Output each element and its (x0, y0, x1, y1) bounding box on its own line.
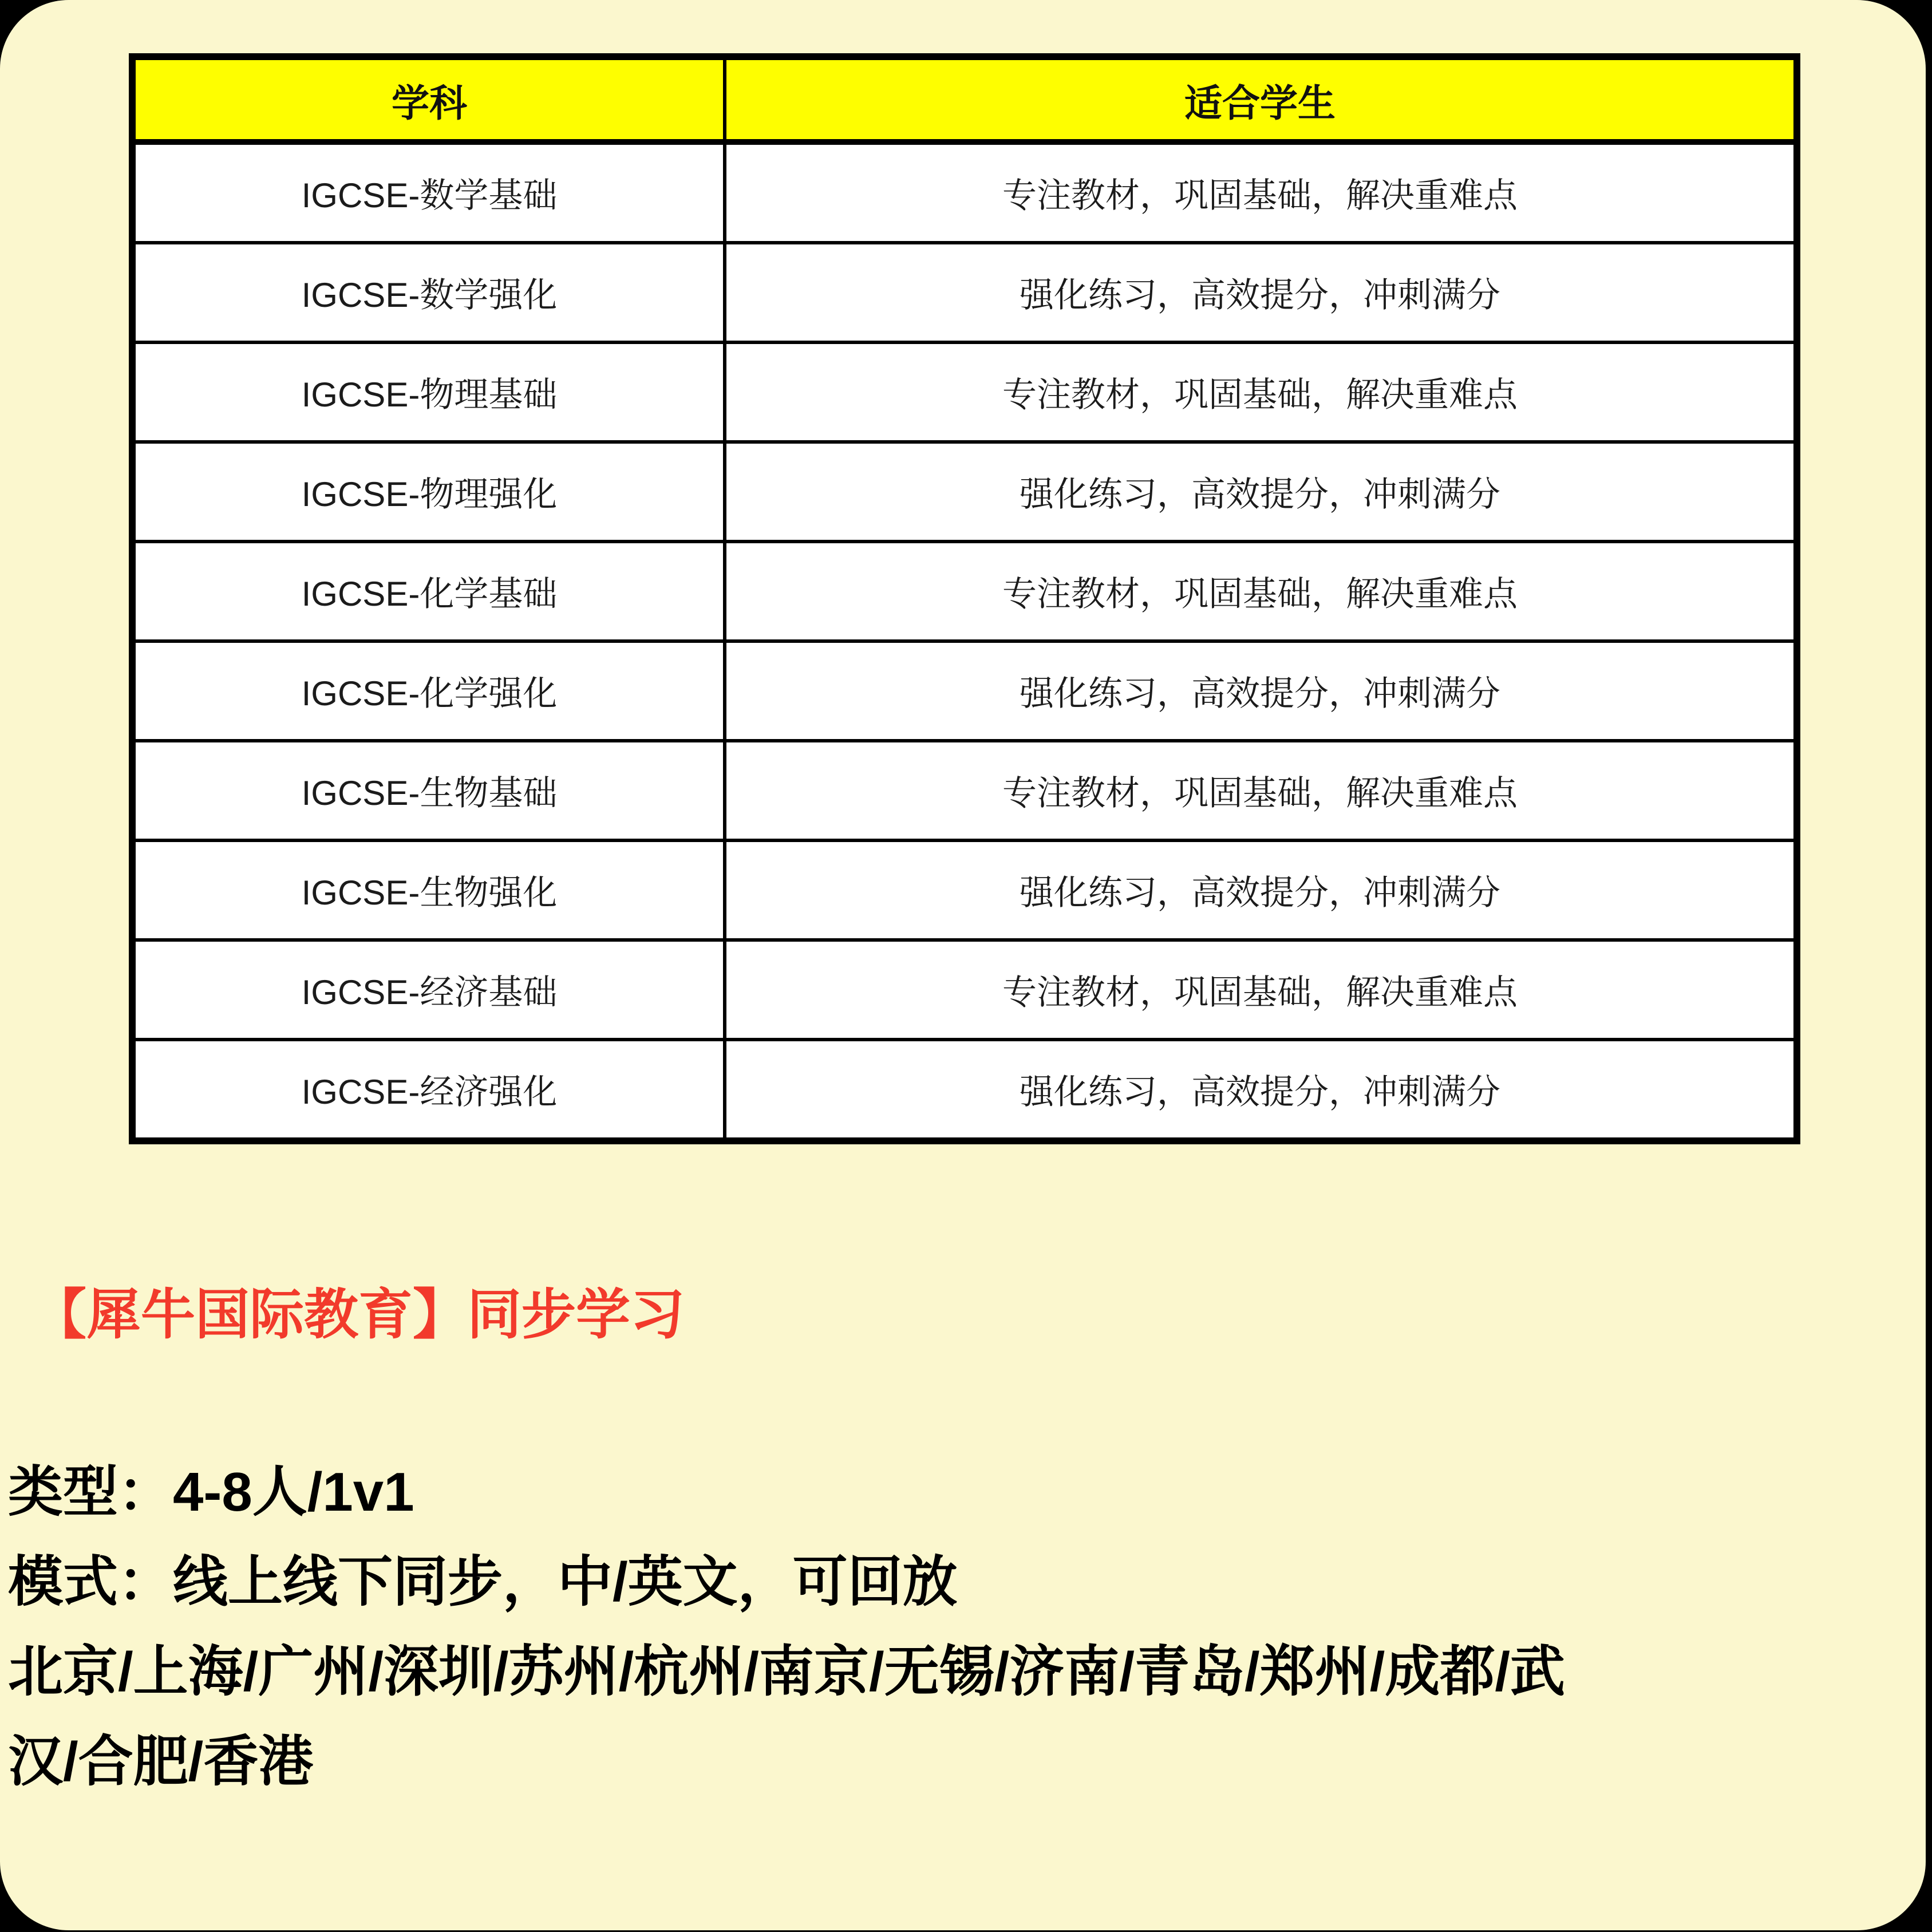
audience-cell: 强化练习，高效提分，冲刺满分 (725, 840, 1797, 940)
audience-cell: 专注教材，巩固基础，解决重难点 (725, 940, 1797, 1040)
table-header-row (132, 57, 1797, 142)
table-row (132, 1040, 1797, 1141)
subject-cell: IGCSE-化学强化 (132, 641, 725, 741)
subject-cell: IGCSE-经济基础 (132, 940, 725, 1040)
subject-cell: IGCSE-数学基础 (132, 142, 725, 243)
audience-cell: 专注教材，巩固基础，解决重难点 (725, 741, 1797, 840)
info-line-type: 类型：4-8人/1v1 (8, 1461, 414, 1523)
course-table (129, 53, 1800, 1144)
header-cell-subject: 学科 (132, 57, 725, 142)
subject-cell: IGCSE-生物基础 (132, 741, 725, 840)
table-row (132, 641, 1797, 741)
subject-cell: IGCSE-化学基础 (132, 542, 725, 641)
brand-title: 【犀牛国际教育】同步学习 (32, 1285, 685, 1345)
audience-cell: 专注教材，巩固基础，解决重难点 (725, 542, 1797, 641)
table-row (132, 741, 1797, 840)
header-cell-audience: 适合学生 (725, 57, 1797, 142)
info-line-cities-1: 北京/上海/广州/深圳/苏州/杭州/南京/无锡/济南/青岛/郑州/成都/武 (8, 1641, 1566, 1702)
course-table-wrap (129, 53, 1800, 1144)
table-row (132, 940, 1797, 1040)
table-row (132, 142, 1797, 243)
audience-cell: 专注教材，巩固基础，解决重难点 (725, 142, 1797, 243)
audience-cell: 强化练习，高效提分，冲刺满分 (725, 442, 1797, 542)
course-info-block (8, 1447, 1926, 1807)
info-line-mode: 模式：线上线下同步，中/英文，可回放 (8, 1551, 958, 1613)
table-row (132, 342, 1797, 442)
info-line-cities-2: 汉/合肥/香港 (8, 1731, 314, 1792)
table-row (132, 442, 1797, 542)
audience-cell: 专注教材，巩固基础，解决重难点 (725, 342, 1797, 442)
audience-cell: 强化练习，高效提分，冲刺满分 (725, 1040, 1797, 1141)
audience-cell: 强化练习，高效提分，冲刺满分 (725, 641, 1797, 741)
audience-cell: 强化练习，高效提分，冲刺满分 (725, 243, 1797, 342)
table-row (132, 243, 1797, 342)
subject-cell: IGCSE-数学强化 (132, 243, 725, 342)
table-row (132, 542, 1797, 641)
subject-cell: IGCSE-经济强化 (132, 1040, 725, 1141)
table-row (132, 840, 1797, 940)
subject-cell: IGCSE-物理基础 (132, 342, 725, 442)
subject-cell: IGCSE-生物强化 (132, 840, 725, 940)
subject-cell: IGCSE-物理强化 (132, 442, 725, 542)
